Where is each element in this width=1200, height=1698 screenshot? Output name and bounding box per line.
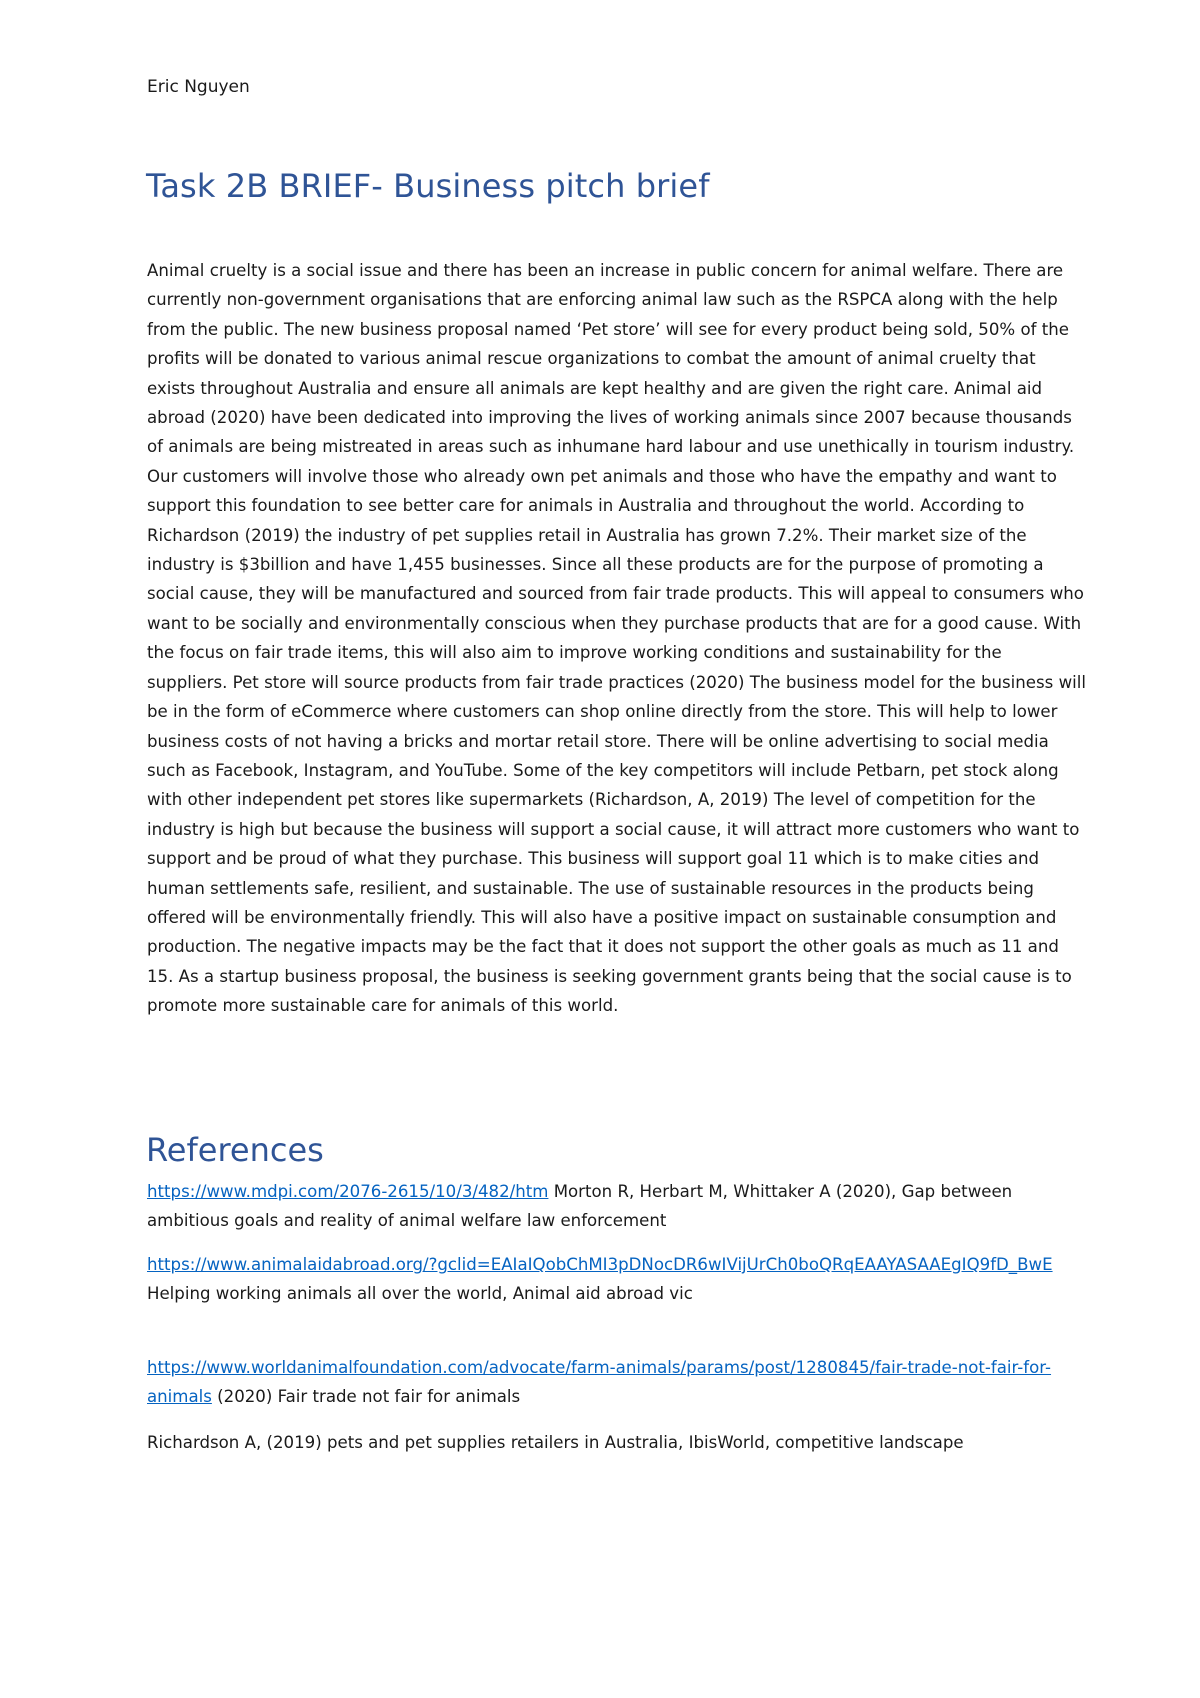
body-paragraph: Animal cruelty is a social issue and there has been an increase in public concern for animal welfare. There are currently non-government organisations that are enforcing animal law such as the RSPCA along with the help from the public. The new business proposal named ‘Pet store’ will see for every product being sold, 50% of the profits will be donated to various animal rescue organizations to combat the amount of animal cruelty that exists throughout Australia and ensure all animals are kept healthy and are given the right care. Animal aid abroad (2020) have been dedicated into improving the lives of working animals since 2007 because thousands of animals are being mistreated in areas such as inhumane hard labour and use unethically in tourism industry. Our customers will involve those who already own pet animals and those who have the empathy and want to support this foundation to see better care for animals in Australia and throughout the world. According to Richardson (2019) the industry of pet supplies retail in Australia has grown 7.2%. Their market size of the industry is $3billion and have 1,455 businesses. Since all these products are for the purpose of promoting a social cause, they will be manufactured and sourced from fair trade products. This will appeal to consumers who want to be socially and environmentally conscious when they purchase products that are for a good cause. With the focus on fair trade items, this will also aim to improve working conditions and sustainability for the suppliers. Pet store will source products from fair trade practices (2020) The business model for the business will be in the form of eCommerce where customers can shop online directly from the store. This will help to lower business costs of not having a bricks and mortar retail store. There will be online advertising to social media such as Facebook, Instagram, and YouTube. Some of the key competitors will include Petbarn, pet stock along with other independent pet stores like supermarkets (Richardson, A, 2019) The level of competition for the industry is high but because the business will support a social cause, it will attract more customers who want to support and be proud of what they purchase. This business will support goal 11 which is to make cities and human settlements safe, resilient, and sustainable. The use of sustainable resources in the products being offered will be environmentally friendly. This will also have a positive impact on sustainable consumption and production. The negative impacts may be the fact that it does not support the other goals as much as 11 and 15. As a startup business proposal, the business is seeking government grants being that the social cause is to promote more sustainable care for animals of this world. <box>147 261 1086 1016</box>
reference-link[interactable]: https://www.animalaidabroad.org/?gclid=EAIaIQobChMI3pDNocDR6wIVijUrCh0boQRqEAAYASAAEgIQ9fD_BwE <box>147 1255 1053 1274</box>
reference-item <box>147 1428 1087 1457</box>
author-name: Eric Nguyen <box>147 77 250 97</box>
reference-link[interactable]: https://www.mdpi.com/2076-2615/10/3/482/htm <box>147 1182 549 1201</box>
reference-text: Richardson A, (2019) pets and pet supplies retailers in Australia, IbisWorld, competitive landscape <box>147 1433 964 1452</box>
reference-item <box>147 1177 1087 1236</box>
reference-link[interactable]: https://www.worldanimalfoundation.com/advocate/farm-animals/params/post/1280845/fair-trade-not-fair-for-animals <box>147 1358 1052 1407</box>
reference-text: (2020) Fair trade not fair for animals <box>211 1387 521 1407</box>
page-title: Task 2B BRIEF- Business pitch brief <box>146 167 710 205</box>
reference-item <box>147 1353 1087 1412</box>
reference-text: Helping working animals all over the world, Animal aid abroad vic <box>147 1284 693 1304</box>
references-heading: References <box>146 1131 324 1169</box>
reference-item <box>147 1250 1087 1309</box>
reference-text: Morton R, Herbart M, Whittaker A (2020), Gap between ambitious goals and reality of animal welfare law enforcement <box>147 1182 1013 1231</box>
